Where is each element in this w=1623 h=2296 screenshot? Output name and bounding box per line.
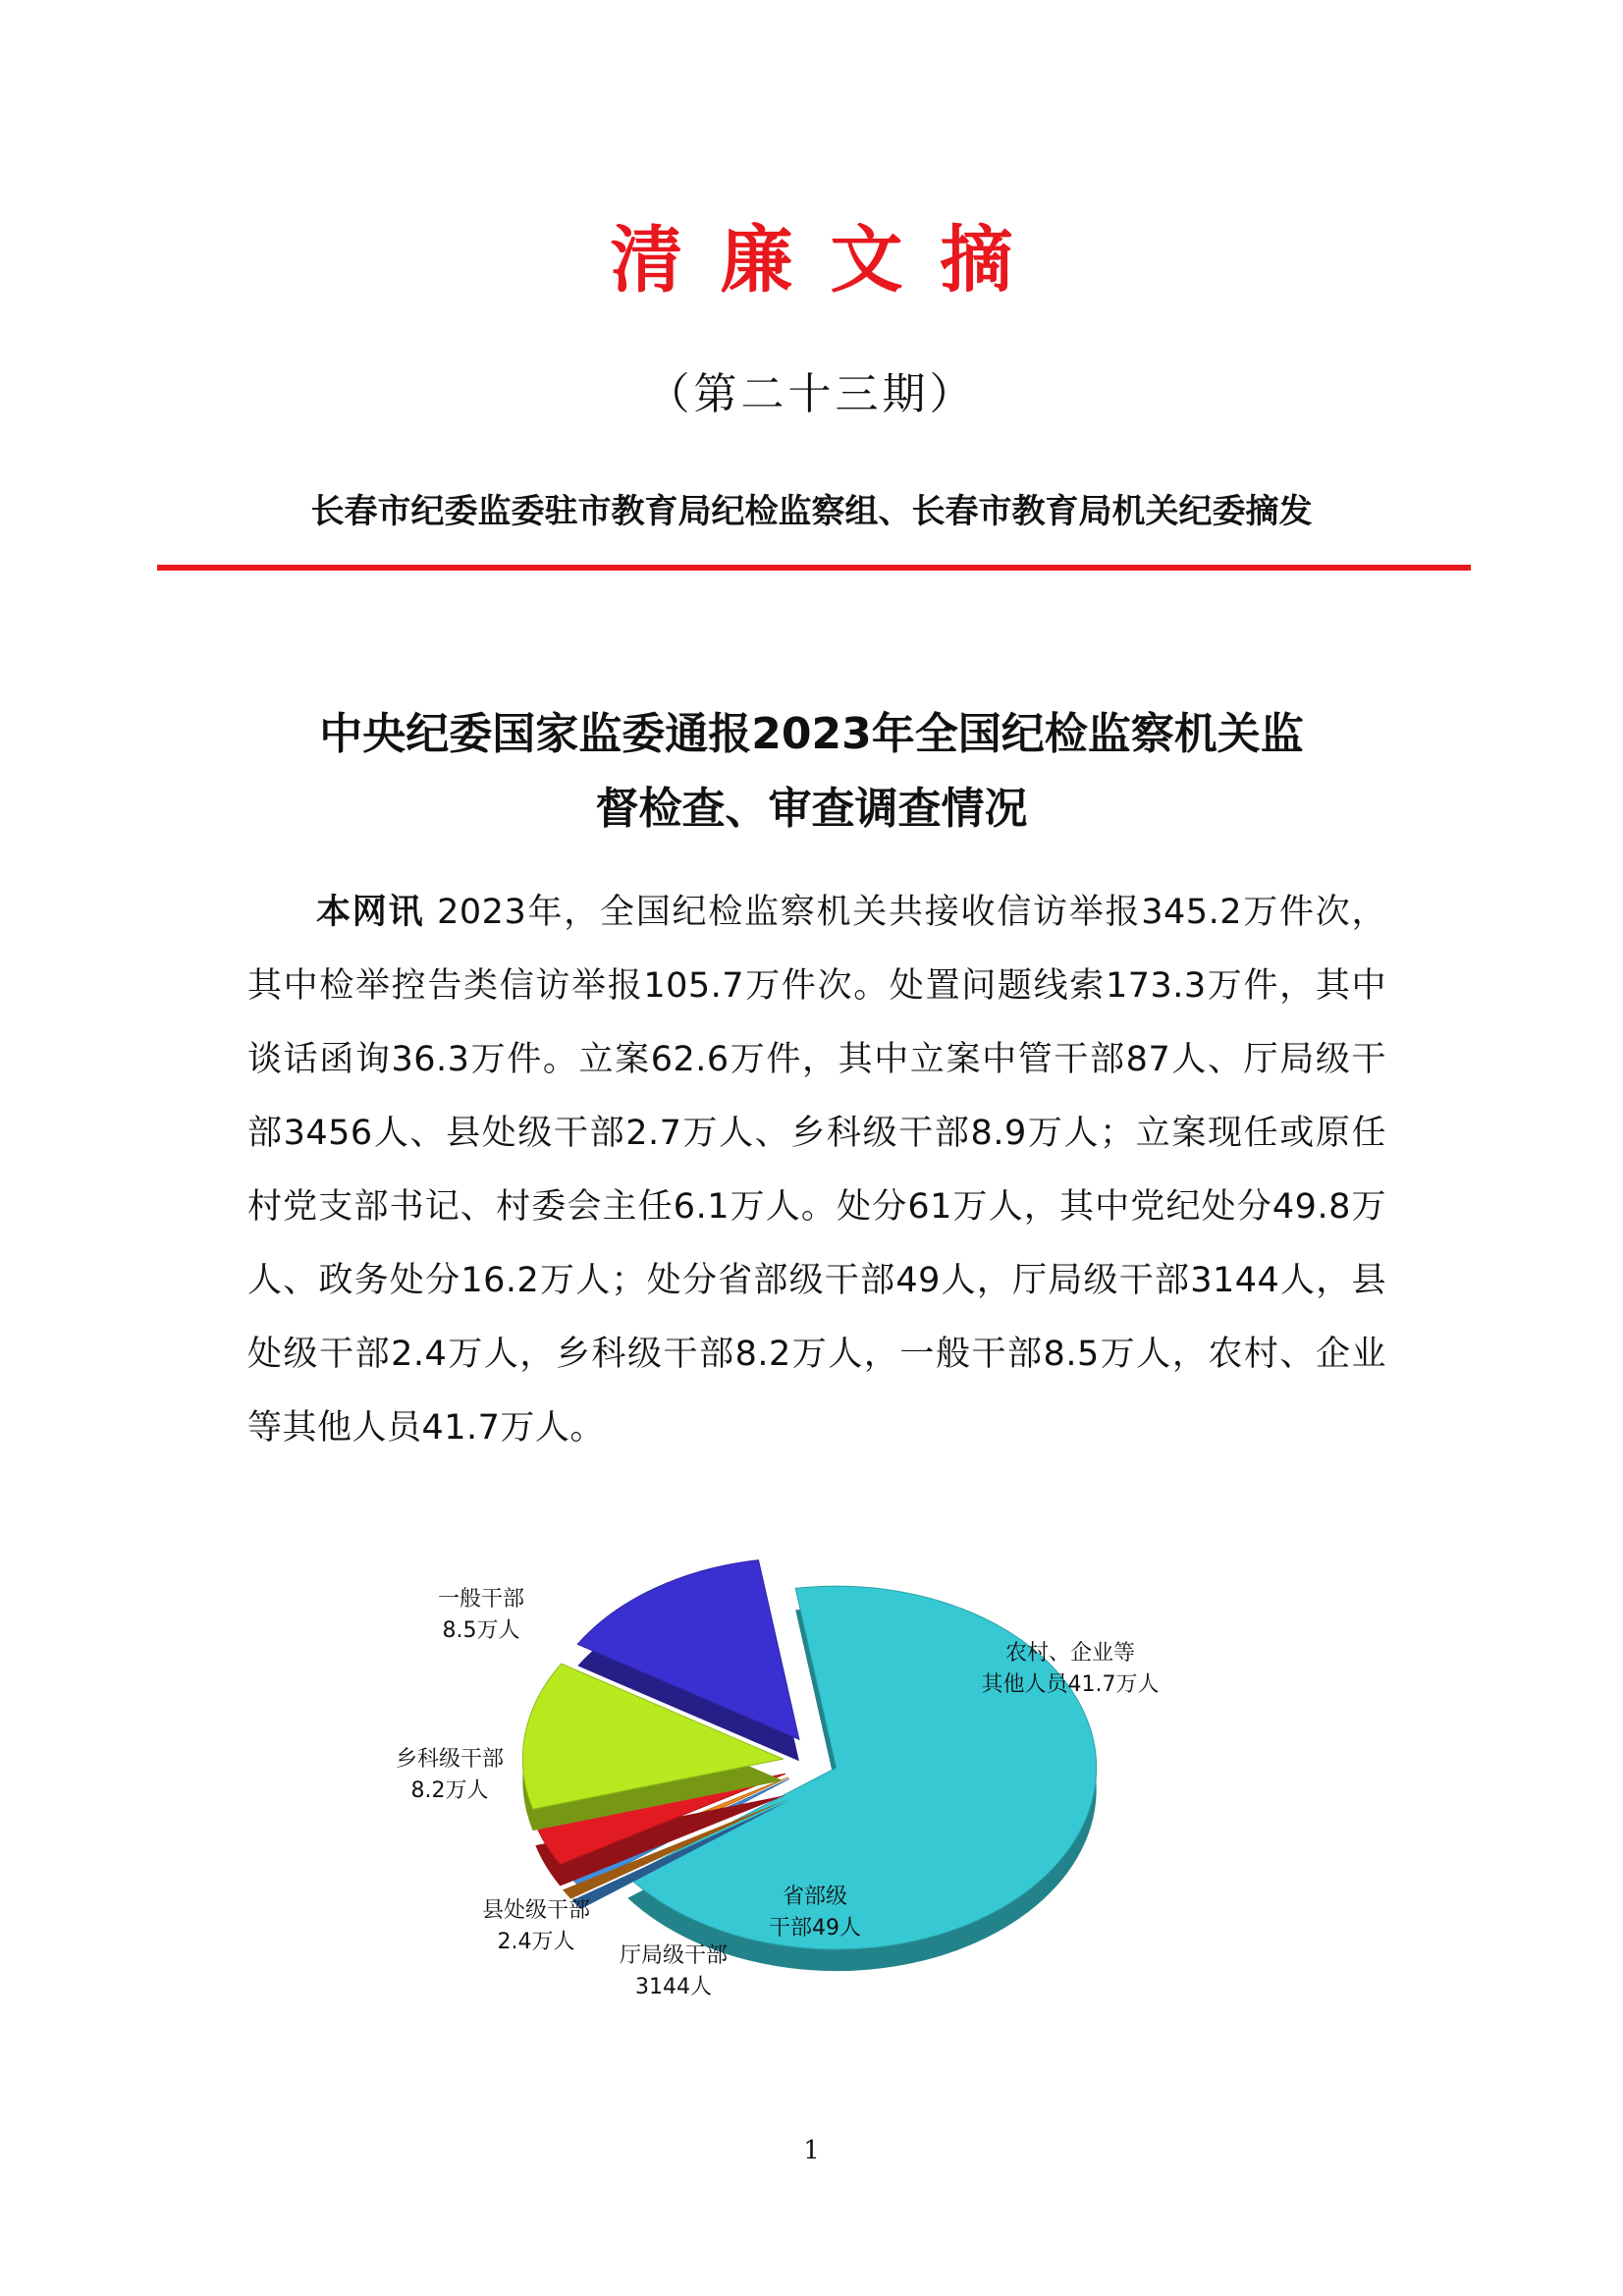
- pie-label-general-l1: 一般干部: [437, 1587, 525, 1612]
- lead-label: 本网讯: [316, 893, 425, 932]
- pie-label-county-l2: 2.4万人: [497, 1930, 575, 1954]
- headline-line-2: 督检查、审查调查情况: [595, 784, 1028, 834]
- publisher-line: 长春市纪委监委驻市教育局纪检监察组、长春市教育局机关纪委摘发: [310, 492, 1313, 531]
- pie-slices: [522, 1560, 1096, 1972]
- issue-number: （第二十三期）: [646, 369, 977, 419]
- headline-line-1: 中央纪委国家监委通报2023年全国纪检监察机关监: [319, 709, 1304, 759]
- body-text: 2023年，全国纪检监察机关共接收信访举报345.2万件次，其中检举控告类信访举报105.7万件次。处置问题线索173.3万件，其中谈话函询36.3万件。立案62.6万件，其中立案中管干部87人、厅局级干部3456人、县处级干部2.7万人、乡科级干部8.9万人；立案现任或原任村党支部书记、村委会主任6.1万人。处分61万人，其中党纪处分49.8万人、政务处分16.2万人；处分省部级干部49人，厅局级干部3144人，县处级干部2.4万人，乡科级干部8.2万人，一般干部8.5万人，农村、企业等其他人员41.7万人。: [247, 893, 1386, 1448]
- pie-label-provincial-l1: 省部级: [782, 1885, 848, 1909]
- article-headline: [236, 697, 1387, 847]
- pie-label-bureau-l1: 厅局级干部: [619, 1943, 729, 1968]
- punishment-pie-chart: [363, 1552, 1247, 2023]
- pie-label-county-l1: 县处级干部: [481, 1898, 591, 1923]
- page-number: 1: [803, 2136, 820, 2165]
- header-divider: [157, 565, 1471, 571]
- masthead-title: 清廉文摘: [610, 218, 1051, 302]
- pie-label-provincial-l2: 干部49人: [769, 1916, 861, 1941]
- pie-label-others-l1: 农村、企业等: [1004, 1641, 1136, 1666]
- pie-label-township-l2: 8.2万人: [410, 1778, 489, 1803]
- pie-label-bureau-l2: 3144人: [635, 1975, 712, 1999]
- pie-label-general-l2: 8.5万人: [442, 1618, 520, 1643]
- pie-label-township-l1: 乡科级干部: [395, 1747, 505, 1772]
- pie-label-others-l2: 其他人员41.7万人: [981, 1672, 1160, 1697]
- article-body: [247, 876, 1386, 1465]
